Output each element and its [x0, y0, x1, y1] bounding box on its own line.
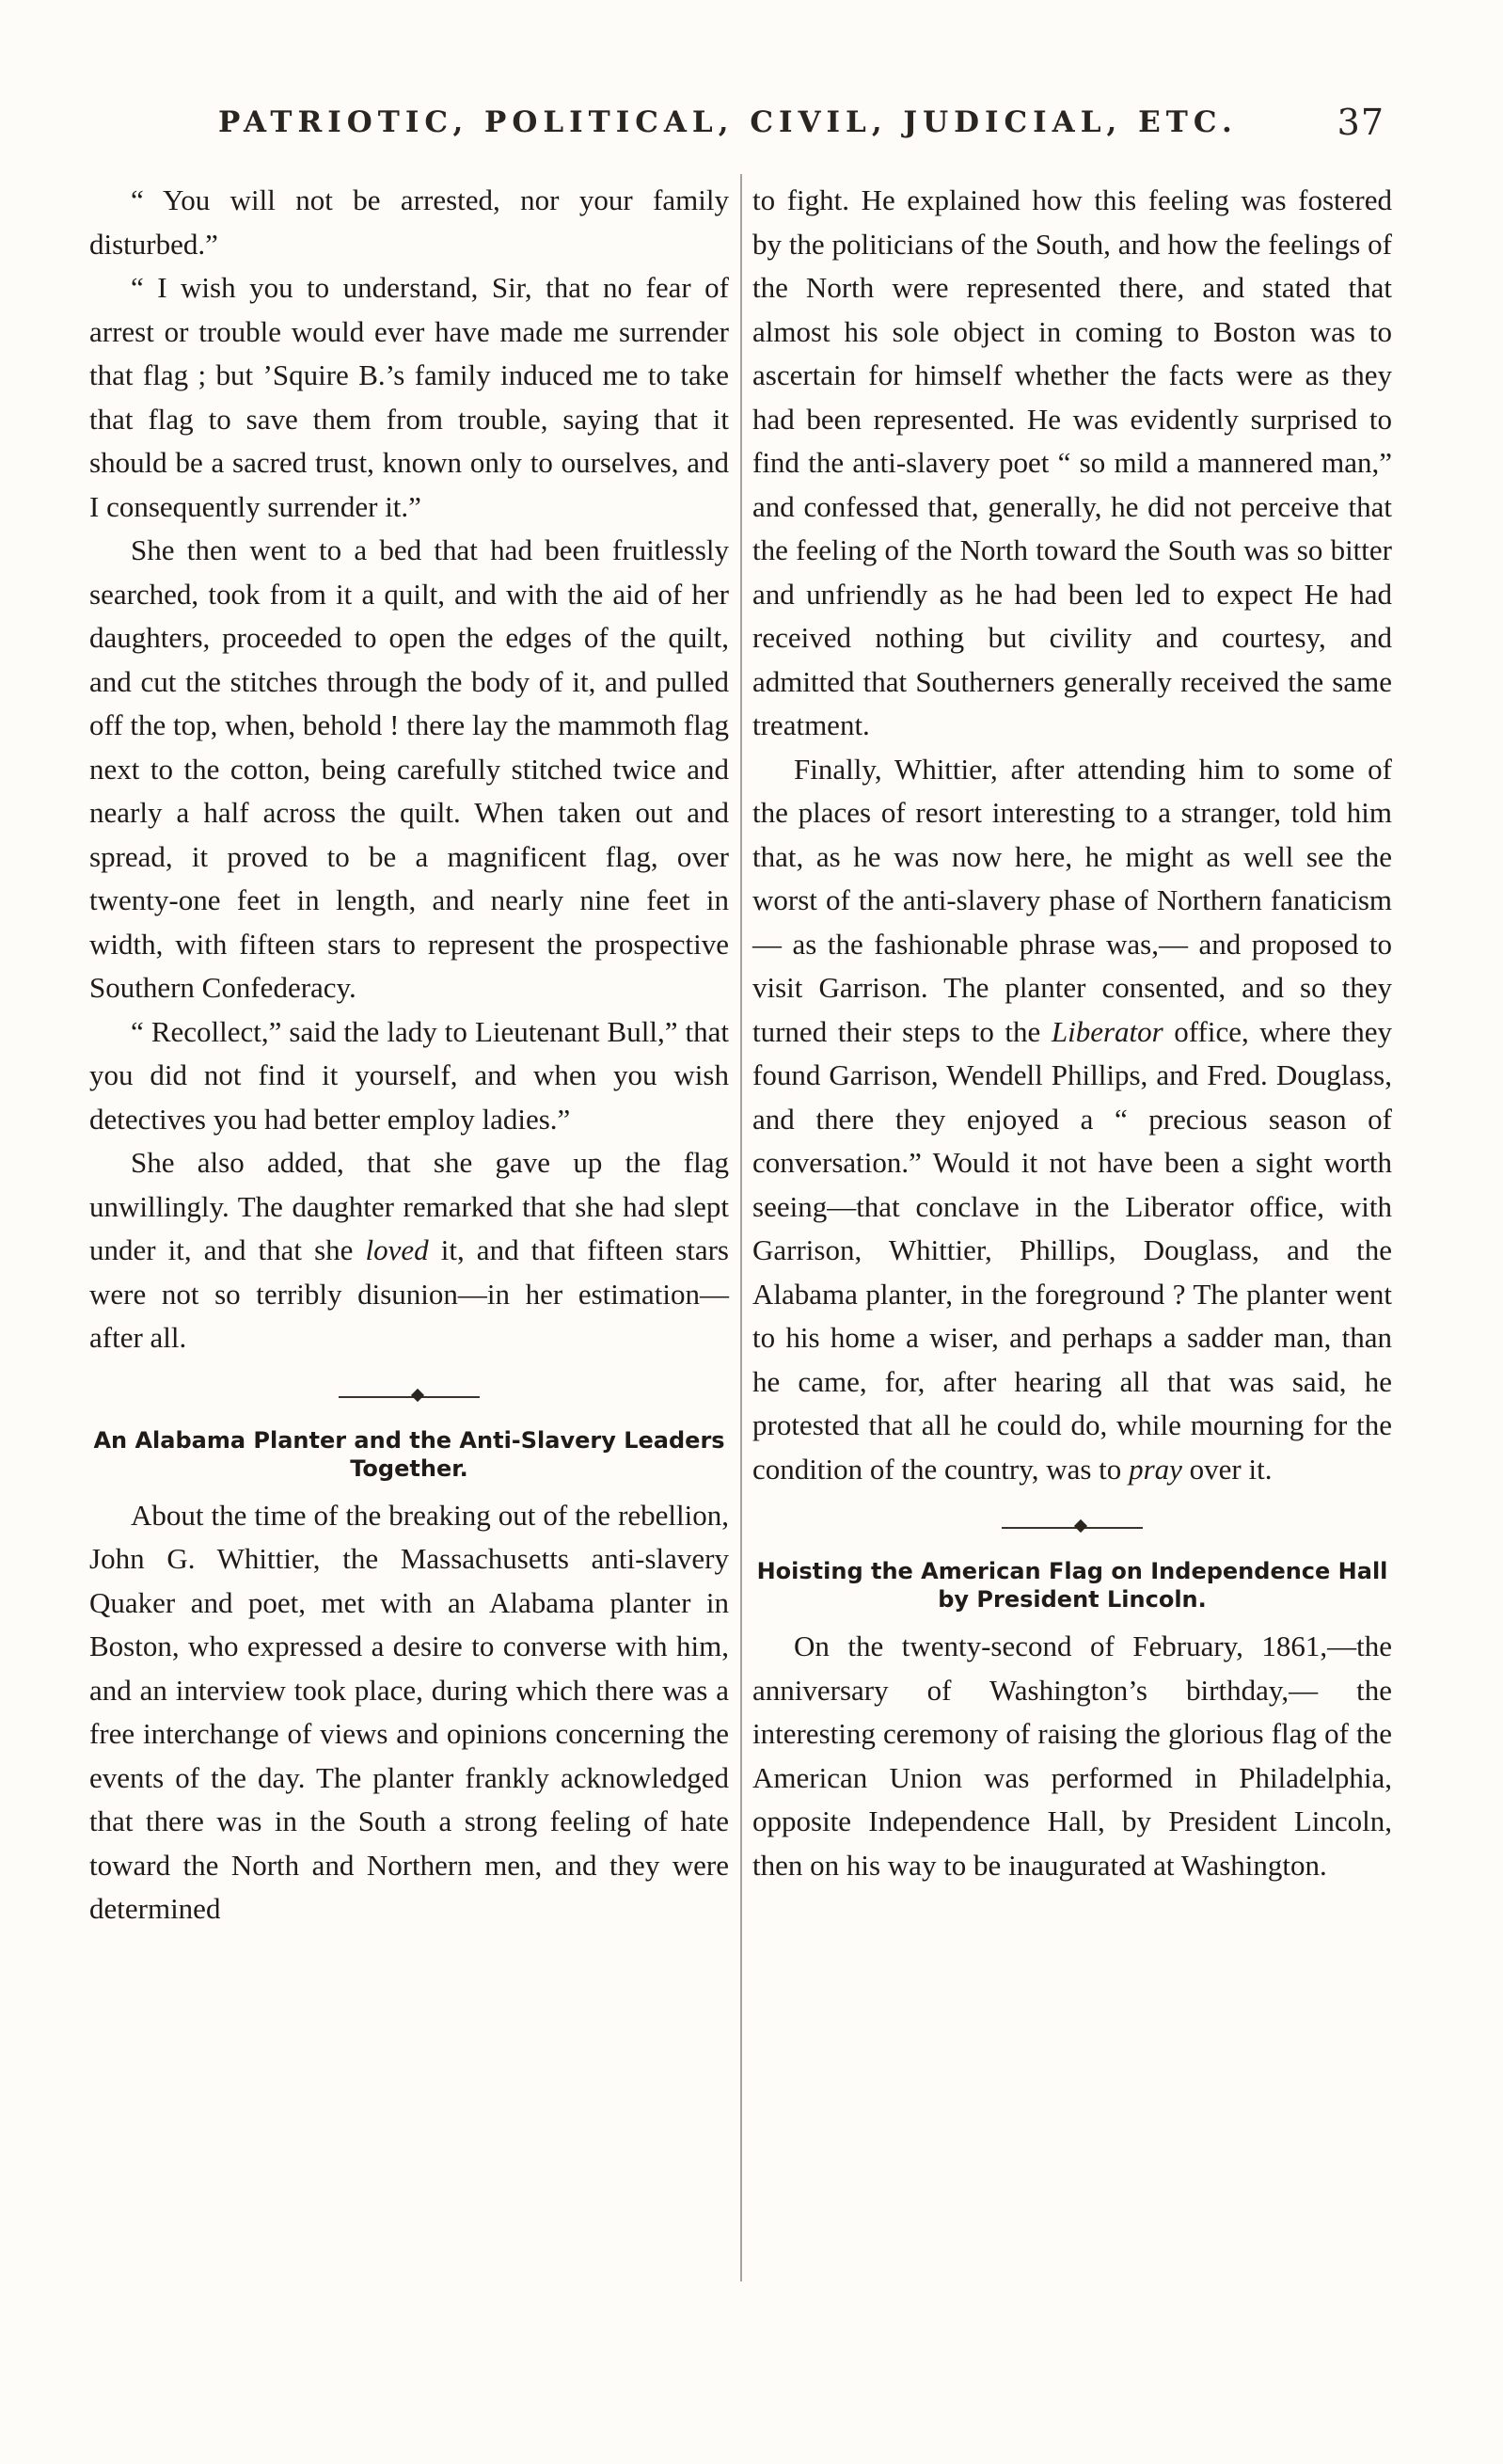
section-heading: Hoisting the American Flag on Independence Hall by President Lincoln.: [756, 1558, 1388, 1613]
separator-ornament: [1074, 1519, 1087, 1533]
text-run: office, where they found Garrison, Wendell Phillips, and Fred. Douglass, and there they enjoyed a “ precious season of conversation.” Would it not have been a sight worth seeing—that conclave in the Liberator office, with Garrison, Whittier, Phillips, Douglass, and the Alabama planter, in the foreground ? The planter went to his home a wiser, and perhaps a sadder man, than he came, for, after hearing all that was said, he protested that all he could do, while mourning for the condition of the country, was to: [752, 1014, 1392, 1486]
paragraph: [89, 1141, 729, 1360]
left-column: [89, 179, 729, 1931]
paragraph: “ Recollect,” said the lady to Lieutenant Bull,” that you did not find it yourself, and when you wish detectives you had better employ ladies.”: [89, 1014, 729, 1136]
text-run: it, and that fifteen stars were not so terribly disunion—in her estimation—after all.: [89, 1233, 729, 1354]
emphasis: pray: [1129, 1452, 1182, 1486]
paragraph: [752, 748, 1392, 1492]
section-separator: [89, 1360, 729, 1426]
paragraph: About the time of the breaking out of the rebellion, John G. Whittier, the Massachusetts anti-slavery Quaker and poet, met with an Alabama planter in Boston, who expressed a desire to converse with him, and an interview took place, during which there was a free interchange of views and opinions concerning the events of the day. The planter frankly acknowledged that there was in the South a strong feeling of hate toward the North and Northern men, and they were determined: [89, 1498, 729, 1925]
text-run: Finally, Whittier, after attending him to some of the places of resort interesting to a stranger, told him that, as he was now here, he might as well see the worst of the anti-slavery phase of Northern fanaticism — as the fashionable phrase was,— and proposed to visit Garrison. The planter consented, and so they turned their steps to the: [752, 752, 1392, 1048]
text-run: over it.: [1181, 1452, 1273, 1486]
page-number: 37: [1337, 102, 1384, 143]
right-column: [752, 179, 1392, 1887]
separator-line: [339, 1396, 480, 1398]
section-heading: An Alabama Planter and the Anti-Slavery Leaders Together.: [93, 1426, 725, 1482]
running-title: PATRIOTIC, POLITICAL, CIVIL, JUDICIAL, ETC.: [218, 105, 1238, 139]
paragraph: She then went to a bed that had been fruitlessly searched, took from it a quilt, and with the aid of her daughters, proceeded to open the edges of the quilt, and cut the stitches through the body of it, and pulled off the top, when, behold ! there lay the mammoth flag next to the cotton, being carefully stitched twice and nearly a half across the quilt. When taken out and spread, it proved to be a magnificent flag, over twenty-one feet in length, and nearly nine feet in width, with fifteen stars to represent the prospective Southern Confederacy.: [89, 533, 729, 1004]
paragraph: “ You will not be arrested, nor your family disturbed.”: [89, 183, 729, 261]
column-divider: [740, 174, 742, 2281]
paragraph: “ I wish you to understand, Sir, that no fear of arrest or trouble would ever have made me surrender that flag ; but ’Squire B.’s family induced me to take that flag to save them from trouble, saying that it should be a sacred trust, known only to ourselves, and I consequently surrender it.”: [89, 271, 729, 523]
text-run: She also added, that she gave up the flag unwillingly. The daughter remarked that she had slept under it, and that she: [89, 1146, 729, 1266]
emphasis: Liberator: [1051, 1014, 1163, 1048]
paragraph: to fight. He explained how this feeling was fostered by the politicians of the South, and how the feelings of the North were represented there, and stated that almost his sole object in coming to Boston was to ascertain for himself whether the facts were as they had been represented. He was evidently surprised to find the anti-slavery poet “ so mild a mannered man,” and confessed that, generally, he did not perceive that the feeling of the North toward the South was so bitter and unfriendly as he had been led to expect He had received nothing but civility and courtesy, and admitted that Southerners generally received the same treatment.: [752, 183, 1392, 741]
paragraph: On the twenty-second of February, 1861,—the anniversary of Washington’s birthday,— the interesting ceremony of raising the glorious flag of the American Union was performed in Philadelphia, opposite Independence Hall, by President Lincoln, then on his way to be inaugurated at Washington.: [752, 1629, 1392, 1882]
separator-line: [1002, 1527, 1143, 1529]
section-separator: [752, 1491, 1392, 1557]
separator-ornament: [411, 1388, 424, 1401]
running-header: [218, 102, 1384, 147]
emphasis: loved: [365, 1233, 429, 1266]
